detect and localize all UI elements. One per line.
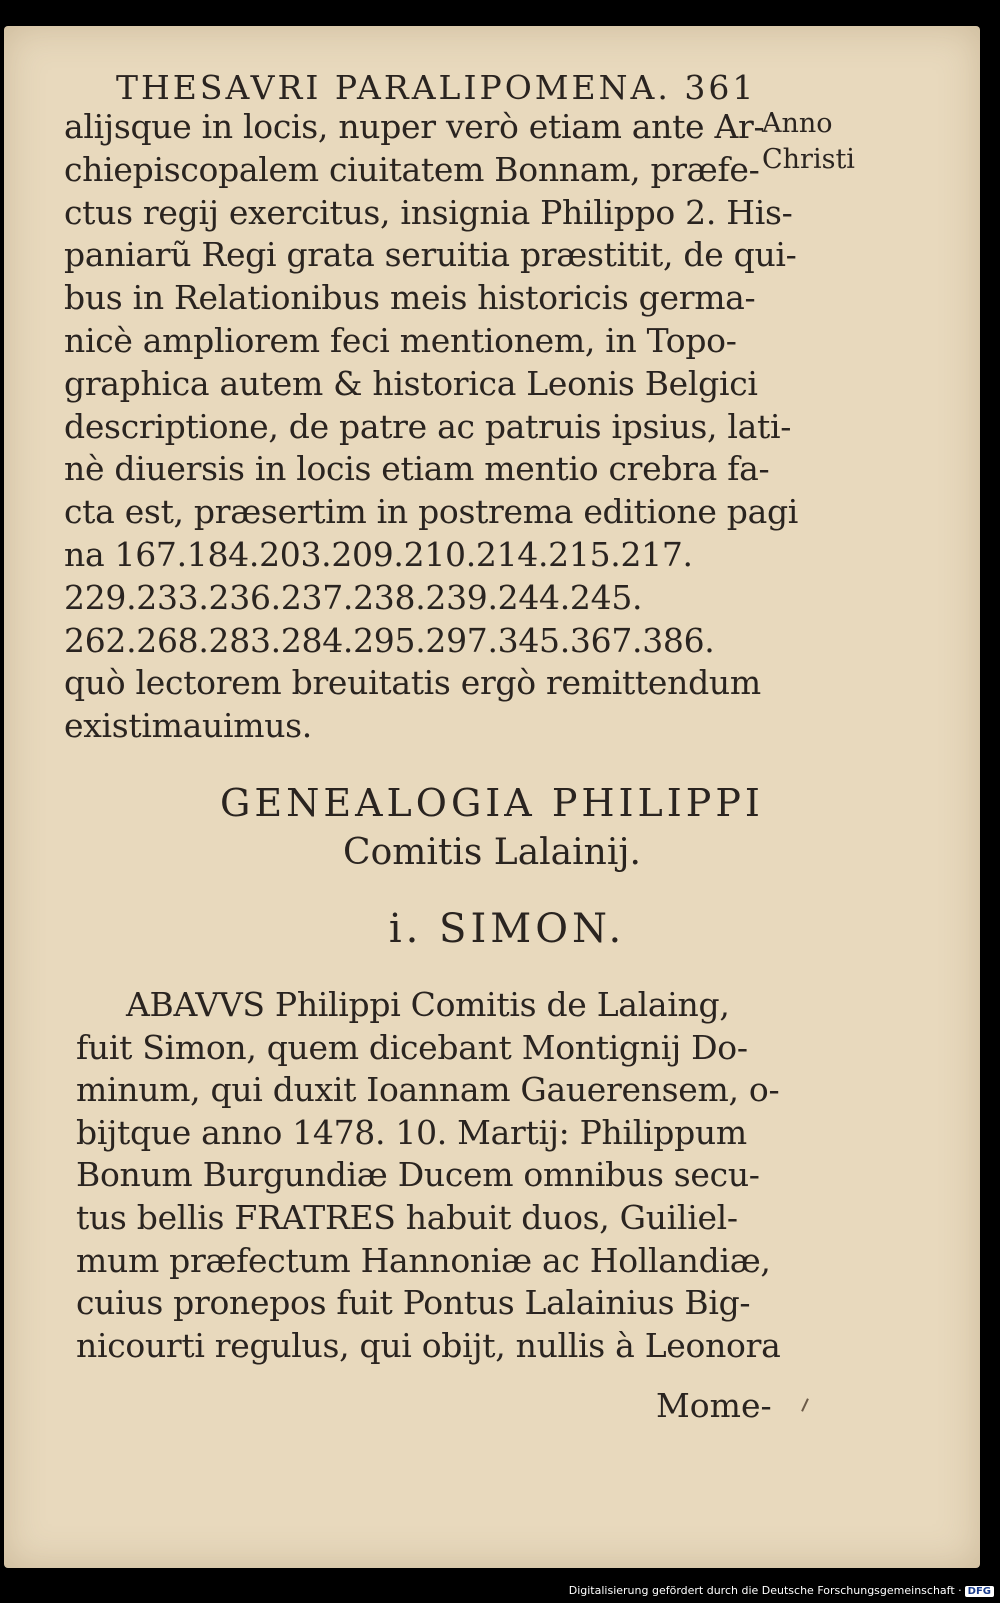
genealogy-subtitle: Comitis Lalainij. <box>343 832 641 873</box>
text-line: alijsque in locis, nuper verò etiam ante Ar- <box>64 107 765 146</box>
ink-mark <box>801 1398 809 1412</box>
text-line: descriptione, de patre ac patruis ipsius, lati- <box>64 406 792 446</box>
text-line: cta est, præsertim in postrema editione pagi <box>64 492 799 532</box>
dfg-logo: DFG <box>965 1586 994 1597</box>
text-line: bijtque anno 1478. 10. Martij: Philippum <box>76 1112 747 1152</box>
genealogy-title: GENEALOGIA PHILIPPI <box>220 781 764 825</box>
text-line: 229.233.236.237.238.239.244.245. <box>64 577 643 617</box>
text-line: Bonum Burgundiæ Ducem omnibus secu- <box>76 1155 760 1195</box>
text-line: 262.268.283.284.295.297.345.367.386. <box>64 620 715 660</box>
margin-note-line: Anno <box>762 108 833 139</box>
running-head: THESAVRI PARALIPOMENA. 361 <box>116 68 757 107</box>
margin-note <box>762 106 855 178</box>
digitization-footer <box>0 1584 994 1597</box>
text-line: na 167.184.203.209.210.214.215.217. <box>64 534 693 574</box>
text-line: quò lectorem breuitatis ergò remittendum <box>64 663 761 703</box>
text-line: fuit Simon, quem dicebant Montignij Do- <box>76 1027 748 1067</box>
section-heading: i. SIMON. <box>388 906 626 952</box>
text-line: ctus regij exercitus, insignia Philippo 2. His- <box>64 192 793 232</box>
text-line: mum præfectum Hannoniæ ac Hollandiæ, <box>76 1240 771 1280</box>
text-line: nicourti regulus, qui obijt, nullis à Leonora <box>76 1325 781 1365</box>
text-line: bus in Relationibus meis historicis germa- <box>64 278 756 318</box>
text-line: paniarũ Regi grata seruitia præstitit, de qui- <box>64 235 797 275</box>
margin-note-line: Christi <box>762 144 855 175</box>
text-line: minum, qui duxit Ioannam Gauerensem, o- <box>76 1070 780 1110</box>
text-line: graphica autem & historica Leonis Belgici <box>64 363 758 403</box>
text-line: nè diuersis in locis etiam mentio crebra fa- <box>64 449 770 489</box>
text-line: cuius pronepos fuit Pontus Lalainius Big- <box>76 1283 751 1323</box>
text-line: chiepiscopalem ciuitatem Bonnam, præfe- <box>64 149 760 189</box>
book-page <box>4 26 980 1568</box>
text-line: ABAVVS Philippi Comitis de Lalaing, <box>126 985 730 1024</box>
text-line: tus bellis FRATRES habuit duos, Guiliel- <box>76 1197 738 1237</box>
catchword: Mome- <box>656 1386 772 1425</box>
text-line: nicè ampliorem feci mentionem, in Topo- <box>64 320 737 360</box>
footer-credit: Digitalisierung gefördert durch die Deutsche Forschungsgemeinschaft · <box>568 1584 962 1597</box>
text-line: existimauimus. <box>64 706 312 746</box>
section-body <box>76 984 786 1367</box>
